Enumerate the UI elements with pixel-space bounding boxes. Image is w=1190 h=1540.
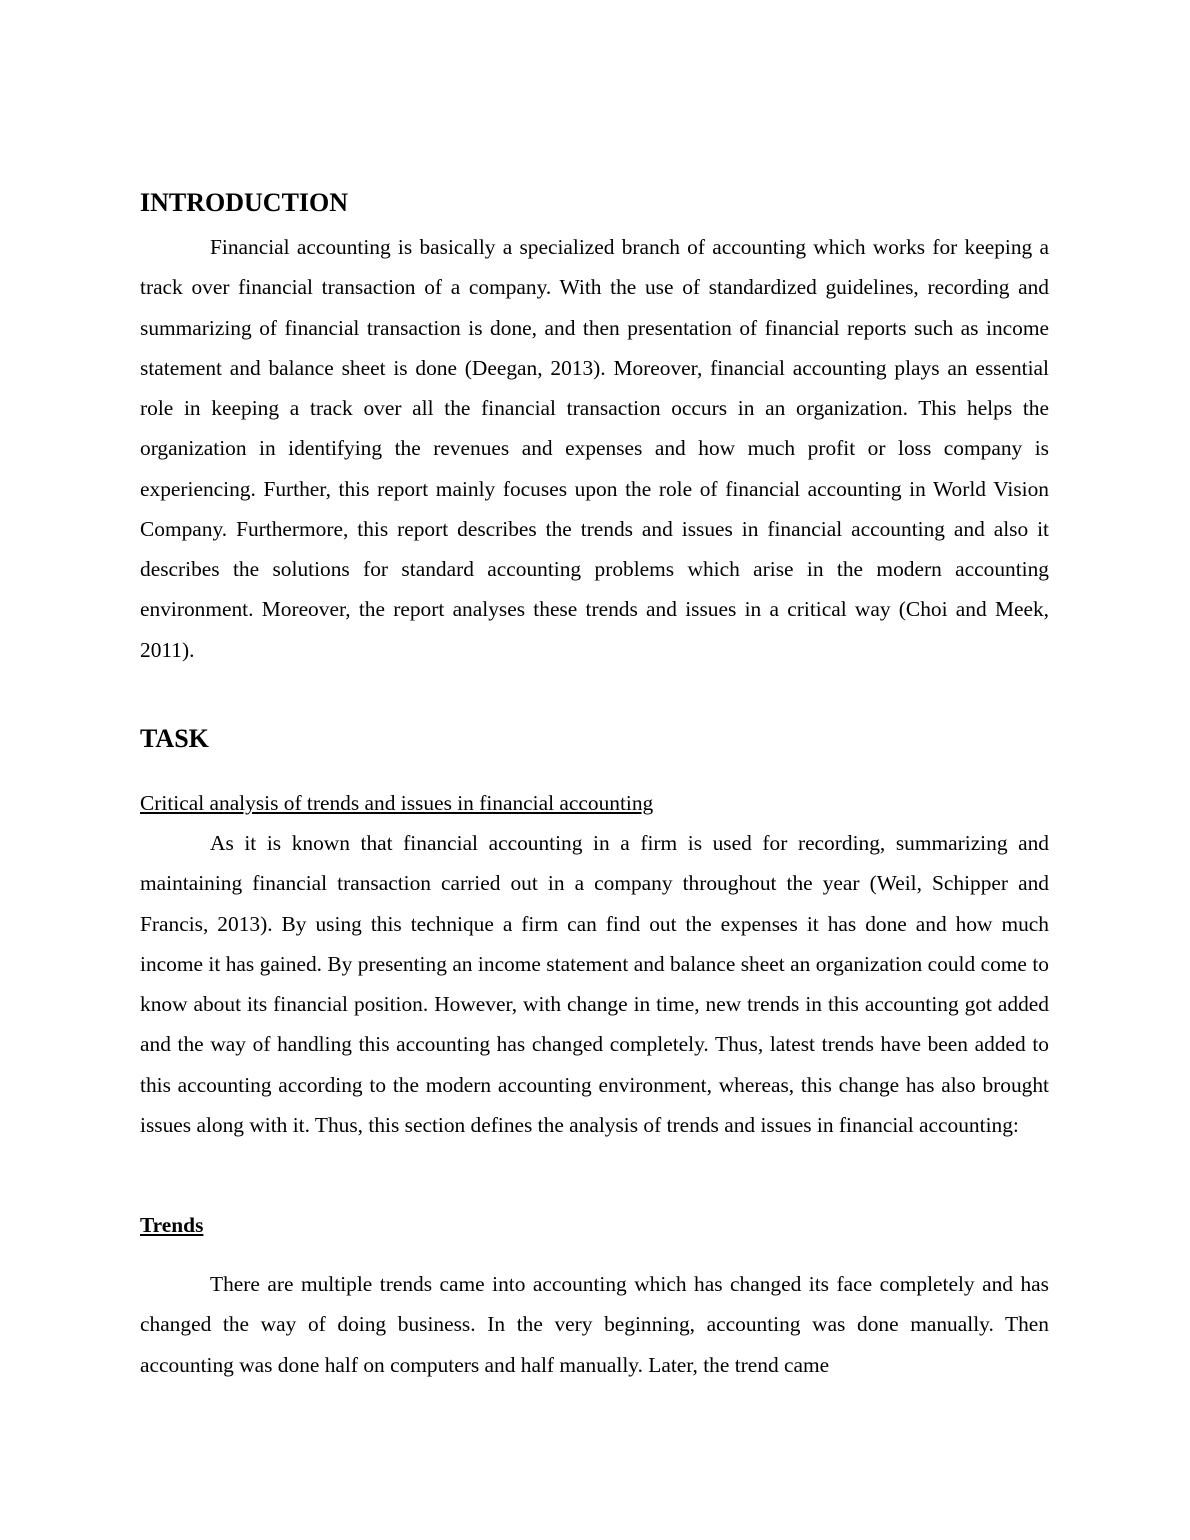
introduction-paragraph: Financial accounting is basically a specialized branch of accounting which works for keeping a track over financial transaction of a company. With the use of standardized guidelines, recording and summarizing of financial transaction is done, and then presentation of financial reports such as income statement and balance sheet is done (Deegan, 2013). Moreover, financial accounting plays an essential role in keeping a track over all the financial transaction occurs in an organization. This helps the organization in identifying the revenues and expenses and how much profit or loss company is experiencing. Further, this report mainly focuses upon the role of financial accounting in World Vision Company. Furthermore, this report describes the trends and issues in financial accounting and also it describes the solutions for standard accounting problems which arise in the modern accounting environment. Moreover, the report analyses these trends and issues in a critical way (Choi and Meek, 2011). xyxy=(140,235,1049,662)
introduction-heading: INTRODUCTION xyxy=(140,188,349,217)
task-heading: TASK xyxy=(140,724,209,753)
trends-paragraph: There are multiple trends came into accounting which has changed its face completely and has changed the way of doing business. In the very beginning, accounting was done manually. Then accounting was done half on computers and half manually. Later, the trend came xyxy=(140,1272,1049,1377)
task-paragraph: As it is known that financial accounting in a firm is used for recording, summarizing and maintaining financial transaction carried out in a company throughout the year (Weil, Schipper and Francis, 2013). By using this technique a firm can find out the expenses it has done and how much income it has gained. By presenting an income statement and balance sheet an organization could come to know about its financial position. However, with change in time, new trends in this accounting got added and the way of handling this accounting has changed completely. Thus, latest trends have been added to this accounting according to the modern accounting environment, whereas, this change has also brought issues along with it. Thus, this section defines the analysis of trends and issues in financial accounting: xyxy=(140,831,1049,1137)
task-subheading: Critical analysis of trends and issues in financial accounting xyxy=(140,791,654,815)
trends-heading: Trends xyxy=(140,1213,204,1237)
